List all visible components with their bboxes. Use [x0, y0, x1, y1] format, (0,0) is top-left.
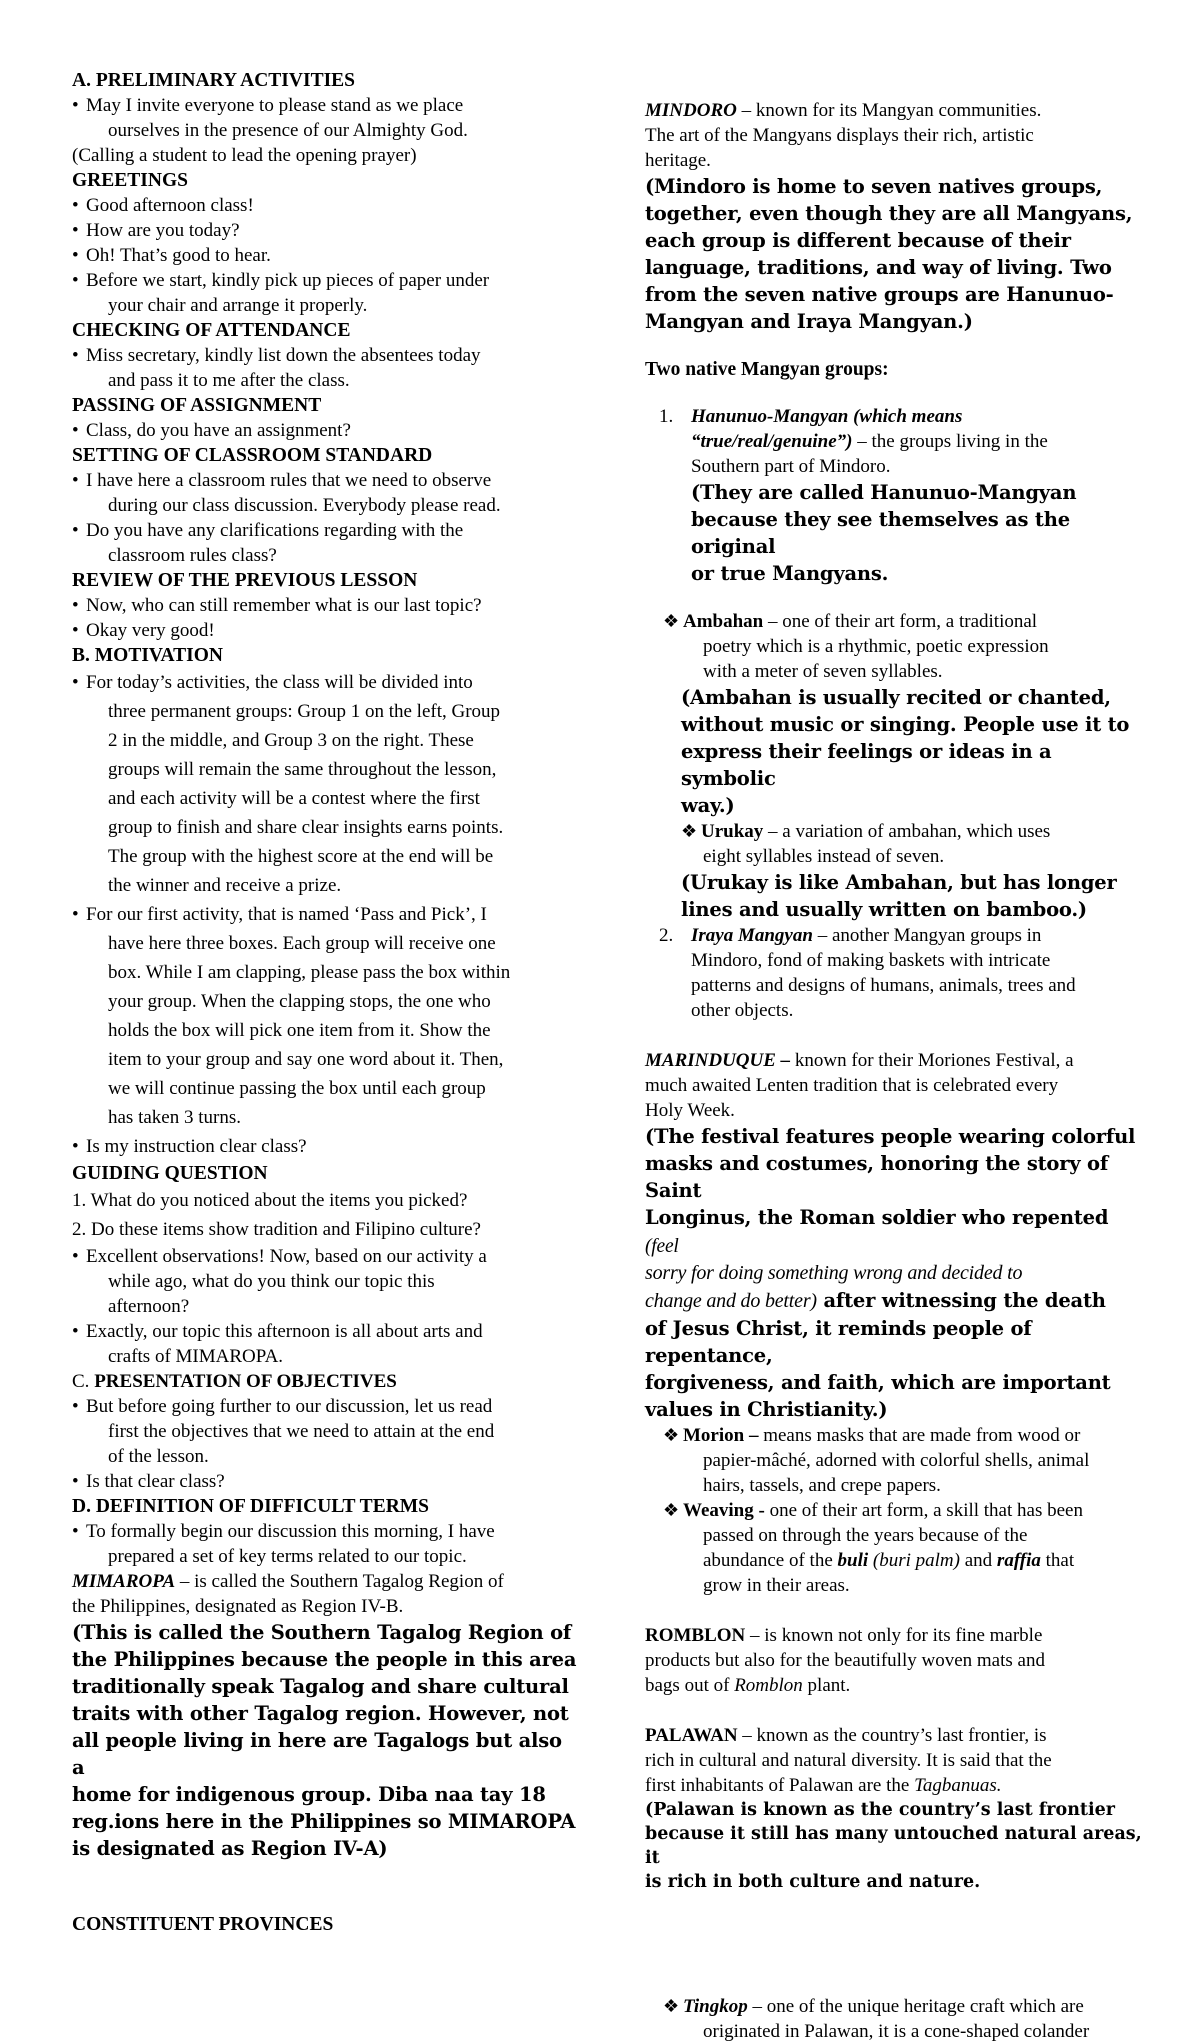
list-item: • Excellent observations! Now, based on our activity a while ago, what do you think our topic this afternoon? — [72, 1244, 577, 1319]
section-heading: GUIDING QUESTION — [72, 1163, 268, 1184]
teacher-note: (Urukay is like Ambahan, but has longer lines and usually written on bamboo.) — [681, 871, 1117, 921]
list-item: • For today’s activities, the class will be divided into three permanent groups: Group 1 on the left, Group 2 in the middle, and Group 3 on the right. These groups will remain the same throughout the lesson, and each activity will be a contest where the first group to finish and share clear insights earns points. The group with the highest score at the end will be the winner and receive a prize. — [72, 668, 577, 900]
diamond-bullet-icon: ❖ — [663, 1425, 680, 1445]
list-item: ❖ Urukay – a variation of ambahan, which uses eight syllables instead of seven. — [681, 821, 1051, 867]
left-column: A. PRELIMINARY ACTIVITIES • May I invite everyone to please stand as we place ourselves in the presence of our Almighty God. (Calling a student to lead the opening prayer) GREETINGS • Good afternoon class! • How are you today? • Oh! That’s good to hear. • Before we start, kindly pick up pieces of paper under your chair and arrange it properly. CHECKING OF ATTENDANCE • Miss secretary, kindly list down the absentees today and pass it to me after the class. PASSING OF ASSIGNMENT • Class, do you have an assignment? SETTING OF CLASSROOM STANDARD • I have here a classroom rules that we need to observe during our class discussion. Everybody please read. • Do you have any clarifications regarding with the classroom rules class? REVIEW OF THE PREVIOUS LESSON • Now, who can still remember what is our last topic? • Okay very good! B. MOTIVATION • For today’s activities, the class will be divided into three permanent groups: Group 1 on the left, Group 2 in the middle, and Group 3 on the right. These groups will remain the same throughout the lesson, and each activity will be a contest where the first group to finish and share clear insights earns points. The group with the highest score at the end will be the winner and receive a prize. • For our first activity, that is named ‘Pass and Pick’, I have here three boxes. Each group will receive one box. While I am clapping, please pass the box within your group. When the clapping stops, the one who holds the box will pick one item from it. Show the item to your group and say one word about it. Then, we will continue passing the box until each group has taken 3 turns. • Is my instruction clear class? GUIDING QUESTION 1. What do you noticed about the items you picked? 2. Do these items show tradition and Filipino culture? • Excellent observations! Now, based on our activity a while ago, what do you think our topic this afternoon? • Exactly, our topic this afternoon is all about arts and crafts of MIMAROPA. C. PRESENTATION OF OBJECTIVES • But before going further to our discussion, let us read first the objectives that we need to attain at the end of the lesson. • Is that clear class? D. DEFINITION OF DIFFICULT TERMS • To formally begin our discussion this morning, I have prepared a set of key terms related to our topic. MIMAROPA – is called the Southern Tagalog Region of the Philippines, designated as Region IV-B. (This is called the Southern Tagalog Region of the Philippines because the people in this area traditionally speak Tagalog and share cultural traits with other Tagalog region. However, not all people living in here are Tagalogs but also a home for indigenous group. Diba naa tay 18 reg.ions here in the Philippines so MIMAROPA is designated as Region IV-A) CONSTITUENT PROVINCES — [72, 68, 577, 1937]
list-item: • For our first activity, that is named ‘Pass and Pick’, I have here three boxes. Each group will receive one box. While I am clapping, please pass the box within your group. When the clapping stops, the one who holds the box will pick one item from it. Show the item to your group and say one word about it. Then, we will continue passing the box until each group has taken 3 turns. — [72, 900, 577, 1132]
section-heading: Two native Mangyan groups: — [645, 359, 889, 380]
list-item: ❖ Ambahan – one of their art form, a traditional poetry which is a rhythmic, poetic expression with a meter of seven syllables. — [663, 611, 1049, 682]
section-heading: SETTING OF CLASSROOM STANDARD — [72, 445, 433, 466]
list-item: 1. What do you noticed about the items you picked? — [72, 1190, 468, 1211]
term-definition: PALAWAN – known as the country’s last frontier, is — [645, 1725, 1047, 1746]
right-column: MINDORO – known for its Mangyan communities. The art of the Mangyans displays their rich, artistic heritage. (Mindoro is home to seven natives groups, together, even though they are all Mangyans, each group is different because of their language, traditions, and way of living. Two from the seven native groups are Hanunuo- Mangyan and Iraya Mangyan.) Two native Mangyan groups: 1. Hanunuo-Mangyan (which means “true/real/genuine”) – the groups living in the Southern part of Mindoro. (They are called Hanunuo-Mangyan because they see themselves as the original or true Mangyans. ❖ Ambahan – one of their art form, a traditional poetry which is a rhythmic, poetic expression with a meter of seven syllables. (Ambahan is usually recited or chanted, without music or singing. People use it to express their feelings or ideas in a symbolic way.) ❖ Urukay – a variation of ambahan, which uses eight syllables instead of seven. (Urukay is like Ambahan, but has longer lines and usually written on bamboo.) 2. Iraya Mangyan – another Mangyan groups in Mindoro, fond of making baskets with intricate patterns and designs of humans, animals, trees and other objects. MARINDUQUE – known for their Moriones Festival, a much awaited Lenten tradition that is celebrated every Holy Week. (The festival features people wearing colorful masks and costumes, honoring the story of Saint Longinus, the Roman soldier who repented (feel sorry for doing something wrong and decided to change and do better) after witnessing the death of Jesus Christ, it reminds people of repentance, forgiveness, and faith, which are important values in Christianity.) ❖ Morion – means masks that are made from wood or papier-mâché, adorned with colorful shells, animal hairs, tassels, and crepe papers. ❖ Weaving - one of their art form, a skill that has been passed on through the years because of the abundance of the buli (buri palm) and raffia that grow in their areas. ROMBLON – is known not only for its fine marble products but also for the beautifully woven mats and bags out of Romblon plant. PALAWAN – known as the country’s last frontier, is rich in cultural and natural diversity. It is said that the first inhabitants of Palawan are the Tagbanuas. (Palawan is known as the country’s last frontier because it still has many untouched natural areas, it is rich in both culture and nature. ❖ Tingkop – one of the unique heritage craft which are originated in Palawan, it is a cone-shaped colander — [645, 98, 1145, 2044]
list-item: • May I invite everyone to please stand as we place ourselves in the presence of our Almighty God. — [72, 93, 577, 143]
diamond-bullet-icon: ❖ — [663, 1500, 680, 1520]
list-item: • I have here a classroom rules that we need to observe during our class discussion. Everybody please read. — [72, 468, 577, 518]
list-item: • Oh! That’s good to hear. — [72, 243, 577, 268]
list-item: • Miss secretary, kindly list down the absentees today and pass it to me after the class. — [72, 343, 577, 393]
teacher-note: (Mindoro is home to seven natives groups, together, even though they are all Mangyans, each group is different because of their language, traditions, and way of living. Two from the seven native groups are Hanunuo- Mangyan and Iraya Mangyan.) — [645, 175, 1133, 333]
list-item: ❖ Tingkop – one of the unique heritage craft which are originated in Palawan, it is a cone-shaped colander — [663, 1996, 1090, 2042]
section-heading: CHECKING OF ATTENDANCE — [72, 320, 351, 341]
section-heading: GREETINGS — [72, 170, 188, 191]
list-item: 2. Do these items show tradition and Filipino culture? — [72, 1219, 481, 1240]
list-item: • But before going further to our discussion, let us read first the objectives that we need to attain at the end of the lesson. — [72, 1394, 577, 1469]
stage-note: (Calling a student to lead the opening prayer) — [72, 145, 417, 166]
teacher-note: (They are called Hanunuo-Mangyan because they see themselves as the original or true Mangyans. — [691, 481, 1077, 585]
diamond-bullet-icon: ❖ — [663, 611, 680, 631]
term-definition: ROMBLON – is known not only for its fine marble — [645, 1625, 1043, 1646]
section-heading: REVIEW OF THE PREVIOUS LESSON — [72, 570, 418, 591]
list-item: ❖ Morion – means masks that are made from wood or papier-mâché, adorned with colorful shells, animal hairs, tassels, and crepe papers. — [663, 1425, 1090, 1496]
teacher-note: (The festival features people wearing colorful masks and costumes, honoring the story of Saint Longinus, the Roman soldier who repented (feel sorry for doing something wrong and decided to change and do better) after witnessing the death of Jesus Christ, it reminds people of repentance, forgiveness, and faith, which are important values in Christianity.) — [645, 1125, 1136, 1421]
section-heading: B. MOTIVATION — [72, 645, 223, 666]
term-definition: MARINDUQUE – known for their Moriones Festival, a — [645, 1050, 1074, 1071]
section-heading: C. PRESENTATION OF OBJECTIVES — [72, 1371, 397, 1392]
list-item: • Is my instruction clear class? — [72, 1132, 577, 1161]
section-heading: D. DEFINITION OF DIFFICULT TERMS — [72, 1496, 430, 1517]
term-definition: MINDORO – known for its Mangyan communities. — [645, 100, 1042, 121]
teacher-note: (Palawan is known as the country’s last frontier because it still has many untouched natural areas, it is rich in both culture and nature. — [645, 1800, 1142, 1892]
term-definition: MIMAROPA – is called the Southern Tagalog Region of — [72, 1571, 504, 1592]
list-item: • Good afternoon class! — [72, 193, 577, 218]
list-item: • Now, who can still remember what is our last topic? — [72, 593, 577, 618]
list-item: • Do you have any clarifications regarding with the classroom rules class? — [72, 518, 577, 568]
section-heading: CONSTITUENT PROVINCES — [72, 1914, 334, 1935]
section-heading: A. PRELIMINARY ACTIVITIES — [72, 70, 356, 91]
list-item: • Exactly, our topic this afternoon is all about arts and crafts of MIMAROPA. — [72, 1319, 577, 1369]
teacher-note: (This is called the Southern Tagalog Region of the Philippines because the people in this area traditionally speak Tagalog and share cultural traits with other Tagalog region. However, not all people living in here are Tagalogs but also a home for indigenous group. Diba naa tay 18 reg.ions here in the Philippines so MIMAROPA is designated as Region IV-A) — [72, 1621, 577, 1860]
list-item: • Is that clear class? — [72, 1469, 577, 1494]
section-heading: PASSING OF ASSIGNMENT — [72, 395, 322, 416]
list-item: • Before we start, kindly pick up pieces of paper under your chair and arrange it properly. — [72, 268, 577, 318]
list-item: ❖ Weaving - one of their art form, a skill that has been passed on through the years because of the abundance of the buli (buri palm) and raffia that grow in their areas. — [663, 1500, 1083, 1596]
list-item: • How are you today? — [72, 218, 577, 243]
teacher-note: (Ambahan is usually recited or chanted, without music or singing. People use it to express their feelings or ideas in a symbolic way.) — [681, 686, 1130, 817]
list-item: 2. Iraya Mangyan – another Mangyan groups in Mindoro, fond of making baskets with intricate patterns and designs of humans, animals, trees and other objects. — [659, 925, 1076, 1021]
list-item: • Okay very good! — [72, 618, 577, 643]
diamond-bullet-icon: ❖ — [681, 821, 698, 841]
list-item: • To formally begin our discussion this morning, I have prepared a set of key terms related to our topic. — [72, 1519, 577, 1569]
diamond-bullet-icon: ❖ — [663, 1996, 680, 2016]
list-item: • Class, do you have an assignment? — [72, 418, 577, 443]
list-item: 1. Hanunuo-Mangyan (which means “true/real/genuine”) – the groups living in the Southern part of Mindoro. (They are called Hanunuo-Mangyan because they see themselves as the original or true Mangyans. — [645, 404, 1145, 587]
